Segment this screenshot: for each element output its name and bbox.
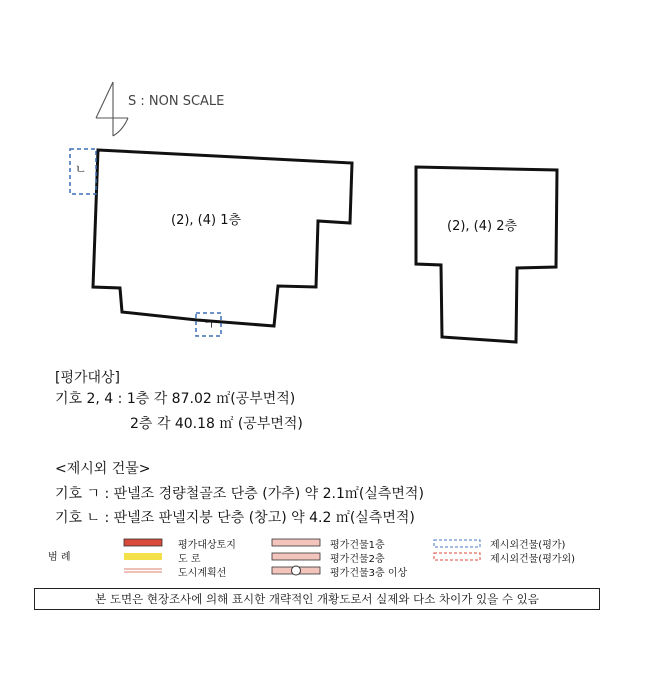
target-line-2: 2층 각 40.18 ㎡ (공부면적): [130, 416, 303, 432]
scale-label: S : NON SCALE: [128, 94, 225, 109]
disclaimer-box: [34, 588, 600, 610]
legend-label-road: 도 로: [178, 554, 201, 565]
floor-1-label: (2), (4) 1층: [171, 213, 242, 228]
building-2f-outline: [416, 167, 557, 342]
legend-label-plan-line: 도시계획선: [178, 568, 227, 579]
legend-label-3f: 평가건물3층 이상: [330, 568, 408, 579]
structure-mark-a: ㄱ: [203, 318, 215, 332]
legend-label-1f: 평가건물1층: [330, 540, 385, 551]
floor-2-label: (2), (4) 2층: [447, 219, 518, 234]
excluded-line-1: 기호 ㄱ : 판넬조 경량철골조 단층 (가추) 약 2.1㎡(실측면적): [55, 486, 424, 502]
legend-swatch-road: [124, 553, 162, 560]
excluded-line-2: 기호 ㄴ : 판넬조 판넬지붕 단층 (창고) 약 4.2 ㎡(실측면적): [55, 510, 415, 526]
building-1f-outline: [93, 150, 352, 326]
target-line-1: 기호 2, 4 : 1층 각 87.02 ㎡(공부면적): [55, 391, 296, 407]
legend-title: 범 례: [48, 552, 71, 563]
legend-label-excluded-noeval: 제시외건물(평가외): [490, 554, 576, 565]
legend-swatch-excluded-eval: [434, 540, 480, 547]
north-arrow-icon: [96, 82, 128, 136]
legend-label-land: 평가대상토지: [178, 540, 236, 551]
legend-swatch-2f: [272, 553, 320, 560]
legend-label-2f: 평가건물2층: [330, 554, 385, 565]
legend-swatch-land: [124, 539, 162, 546]
legend-swatch-excluded-noeval: [434, 553, 480, 560]
structure-mark-b: ㄴ: [75, 162, 87, 176]
legend-swatch-1f: [272, 539, 320, 546]
excluded-heading: <제시외 건물>: [55, 461, 151, 477]
disclaimer-text: 본 도면은 현장조사에 의해 표시한 개략적인 개황도로서 실제와 다소 차이가 있을 수 있음: [95, 592, 539, 606]
legend-label-excluded-eval: 제시외건물(평가): [490, 540, 566, 551]
north-symbol: [94, 84, 95, 85]
target-heading: [평가대상]: [55, 370, 121, 386]
